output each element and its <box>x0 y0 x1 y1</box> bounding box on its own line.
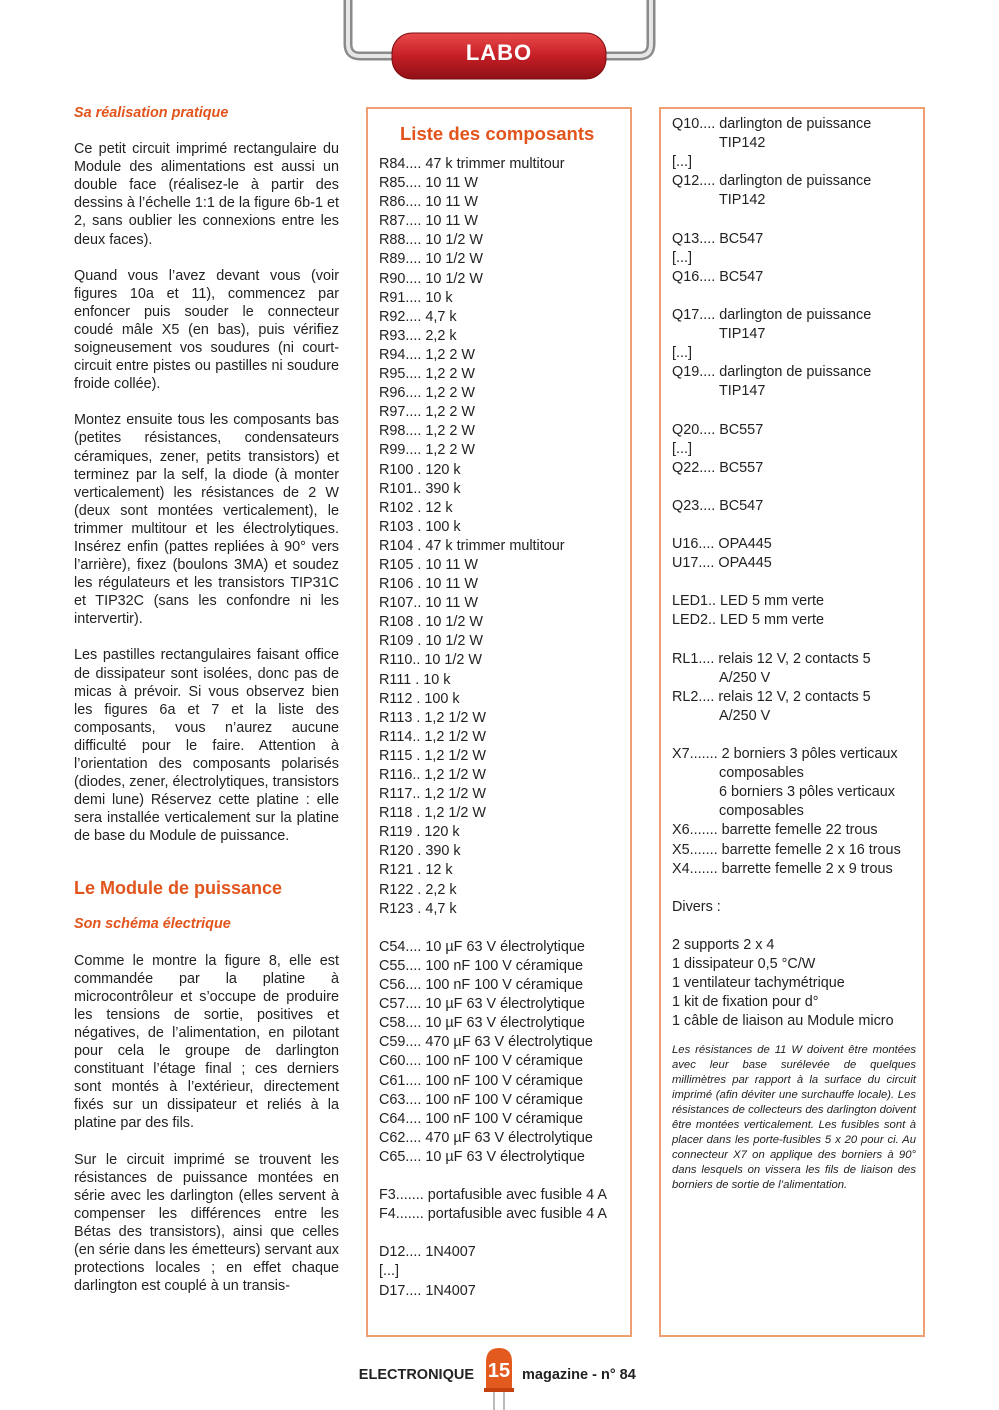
list-item: U16.... OPA445 <box>672 536 772 553</box>
list-item-continuation: TIP142 <box>719 135 766 152</box>
list-item: C59.... 470 µF 63 V électrolytique <box>379 1034 593 1051</box>
list-item: R120 . 390 k <box>379 843 461 860</box>
list-item: R98.... 1,2 2 W <box>379 423 475 440</box>
list-item: R102 . 12 k <box>379 499 453 516</box>
list-item: [...] <box>672 345 692 362</box>
list-spacer <box>672 478 901 497</box>
list-item: C57.... 10 µF 63 V électrolytique <box>379 996 585 1013</box>
list-spacer <box>672 879 901 898</box>
list-item: R117.. 1,2 1/2 W <box>379 786 486 803</box>
list-item: X5....... barrette femelle 2 x 16 trous <box>672 841 901 858</box>
list-spacer <box>672 573 901 592</box>
paragraph: Sur le circuit imprimé se trouvent les résistances de puissance montées en série avec les darlington (elles servent à compenser les différences entre les Bétas des transistors), ainsi que celles (en série dans les émetteurs) servant aux protections locales ; en effet chaque darlington est couplé à un transis- <box>74 1151 339 1295</box>
list-item: RL2.... relais 12 V, 2 contacts 5 <box>672 688 871 705</box>
list-item: R104 . 47 k trimmer multitour <box>379 537 565 554</box>
list-item: R90.... 10 1/2 W <box>379 270 483 287</box>
list-spacer <box>672 210 901 229</box>
list-item: X7....... 2 borniers 3 pôles verticaux <box>672 746 898 763</box>
magazine-issue: magazine - n° 84 <box>522 1367 636 1383</box>
subheading-realisation: Sa réalisation pratique <box>74 105 229 121</box>
list-item-continuation: A/250 V <box>719 669 771 686</box>
list-item: C58.... 10 µF 63 V électrolytique <box>379 1015 585 1032</box>
list-spacer <box>672 516 901 535</box>
list-item: Q20.... BC557 <box>672 421 764 438</box>
list-item: Q19.... darlington de puissance <box>672 364 872 381</box>
list-item: R88.... 10 1/2 W <box>379 232 483 249</box>
list-item: U17.... OPA445 <box>672 555 772 572</box>
section-heading-module-puissance: Le Module de puissance <box>74 878 283 899</box>
paragraph: Montez ensuite tous les composants bas (petites résistances, condensateurs céramiques, zener, petits transistors) et terminez par la self, la diode (à monter verticalement) les résistances de 2 W (deux sont montées verticalement), le trimmer multitour et les électrolytiques. Insérez enfin (pattes repliées à 90° vers l’arrière), fixez (boulons 3MA) et soudez les régulateurs et les transistors TIP31C et TIP32C (sans les confondre ni les intervertir). <box>74 412 339 628</box>
list-item: D12.... 1N4007 <box>379 1244 476 1261</box>
list-item: R111 . 10 k <box>379 671 451 688</box>
list-spacer <box>672 917 901 936</box>
list-item: Q23.... BC547 <box>672 497 764 514</box>
list-item: R103 . 100 k <box>379 518 461 535</box>
list-item: 1 câble de liaison au Module micro <box>672 1013 894 1030</box>
page-footer <box>0 1346 999 1410</box>
list-spacer <box>672 631 901 650</box>
list-item: X4....... barrette femelle 2 x 9 trous <box>672 860 893 877</box>
list-item: [...] <box>379 1263 399 1280</box>
list-item: LED1.. LED 5 mm verte <box>672 593 824 610</box>
list-item: [...] <box>672 249 692 266</box>
components-list-title: Liste des composants <box>400 123 595 144</box>
list-item: R121 . 12 k <box>379 862 453 879</box>
list-item: Q12.... darlington de puissance <box>672 173 872 190</box>
list-item: R109 . 10 1/2 W <box>379 633 483 650</box>
list-item: C65.... 10 µF 63 V électrolytique <box>379 1148 585 1165</box>
list-item: 2 supports 2 x 4 <box>672 937 775 954</box>
list-item: C55.... 100 nF 100 V céramique <box>379 957 583 974</box>
components-list-2 <box>672 115 901 1032</box>
list-item: R89.... 10 1/2 W <box>379 251 483 268</box>
page-header <box>0 0 999 100</box>
list-item: R86.... 10 11 W <box>379 194 478 211</box>
article-text-column <box>74 104 339 1313</box>
list-item: Q13.... BC547 <box>672 230 764 247</box>
list-item: R115 . 1,2 1/2 W <box>379 747 486 764</box>
list-item: D17.... 1N4007 <box>379 1282 476 1299</box>
paragraph: Quand vous l’avez devant vous (voir figures 10a et 11), commencez par enfoncer puis souder le connecteur coudé mâle X5 (en bas), puis vérifiez soigneusement vos soudures (ni court-circuit entre pistes ou pastilles ni soudure froide collée). <box>74 267 339 393</box>
paragraph: Ce petit circuit imprimé rectangulaire du Module des alimentations est aussi un double face (réalisez-le à partir des dessins à l’échelle 1:1 de la figure 6b-1 et 2, sans oublier les connexions entre les deux faces). <box>74 141 339 248</box>
list-spacer <box>379 919 607 938</box>
list-item: C63.... 100 nF 100 V céramique <box>379 1091 583 1108</box>
list-item-continuation: TIP147 <box>719 326 766 343</box>
list-item: Q16.... BC547 <box>672 268 764 285</box>
list-item-continuation: TIP142 <box>719 192 766 209</box>
list-item: R105 . 10 11 W <box>379 556 478 573</box>
list-item: R92.... 4,7 k <box>379 308 457 325</box>
list-item: C54.... 10 µF 63 V électrolytique <box>379 938 585 955</box>
list-item: X6....... barrette femelle 22 trous <box>672 822 878 839</box>
list-spacer <box>379 1167 607 1186</box>
list-item: R96.... 1,2 2 W <box>379 385 475 402</box>
list-item: R100 . 120 k <box>379 461 461 478</box>
list-item: R101.. 390 k <box>379 480 461 497</box>
list-item-continuation: composables <box>719 765 804 782</box>
list-item: R94.... 1,2 2 W <box>379 346 475 363</box>
list-item: R116.. 1,2 1/2 W <box>379 767 486 783</box>
list-item: R99.... 1,2 2 W <box>379 442 475 459</box>
list-item: Divers : <box>672 898 721 915</box>
magazine-name: ELECTRONIQUE <box>358 1367 474 1383</box>
list-item: [...] <box>672 440 692 457</box>
list-item: 1 dissipateur 0,5 °C/W <box>672 956 816 973</box>
list-item: C61.... 100 nF 100 V céramique <box>379 1072 583 1089</box>
list-item: F3....... portafusible avec fusible 4 A <box>379 1187 607 1204</box>
list-item: R113 . 1,2 1/2 W <box>379 709 486 726</box>
list-spacer <box>672 726 901 745</box>
list-item-continuation: 6 borniers 3 pôles verticaux <box>719 784 895 801</box>
list-item: R85.... 10 11 W <box>379 175 478 192</box>
list-item-continuation: A/250 V <box>719 707 771 724</box>
assembly-note: Les résistances de 11 W doivent être montées avec leur base surélevée de quelques millimètres par rapport à la surface du circuit imprimé (afin déviter une surchauffe locale). Les résistances de collecteurs des darlington doivent être montées verticalement. Les fusibles sont à placer dans les porte-fusibles 5 x 20 pour ci. Au connecteur X7 on applique des borniers à 90° dans lesquels on vissera les fils de liaison des borniers de sortie de l’alimentation. <box>672 1044 916 1191</box>
page-number: 15 <box>487 1360 511 1382</box>
list-item-continuation: TIP147 <box>719 383 766 400</box>
list-item: RL1.... relais 12 V, 2 contacts 5 <box>672 650 871 667</box>
list-item: R122 . 2,2 k <box>379 881 457 898</box>
list-item: F4....... portafusible avec fusible 4 A <box>379 1206 607 1223</box>
paragraph: Comme le montre la figure 8, elle est commandée par la platine à microcontrôleur et s’occupe de produire les tensions de sortie, positives et négatives, de l’alimentation, en pilotant pour cela le groupe de darlington constituant l’étage final ; ces derniers sont montés à l’extérieur, directement fixés sur un dissipateur et reliés à la platine par des fils. <box>74 952 339 1132</box>
list-item: R118 . 1,2 1/2 W <box>379 805 486 822</box>
list-item: R108 . 10 1/2 W <box>379 614 483 631</box>
list-item: C60.... 100 nF 100 V céramique <box>379 1053 583 1070</box>
list-item: C62.... 470 µF 63 V électrolytique <box>379 1129 593 1146</box>
list-item: Q17.... darlington de puissance <box>672 306 872 323</box>
list-item: R93.... 2,2 k <box>379 327 457 344</box>
list-item: R123 . 4,7 k <box>379 900 457 917</box>
list-item: Q22.... BC557 <box>672 459 764 476</box>
list-item: R97.... 1,2 2 W <box>379 404 475 421</box>
list-item: R114.. 1,2 1/2 W <box>379 728 486 745</box>
list-item: R87.... 10 11 W <box>379 213 478 230</box>
list-item: R106 . 10 11 W <box>379 576 478 593</box>
subheading-schema: Son schéma électrique <box>74 916 231 933</box>
list-item-continuation: composables <box>719 803 804 820</box>
list-item: R119 . 120 k <box>379 824 460 841</box>
list-item: R95.... 1,2 2 W <box>379 366 475 383</box>
list-item: R107.. 10 11 W <box>379 595 478 612</box>
paragraph: Les pastilles rectangulaires faisant office de dissipateur sont isolées, donc pas de micas à prévoir. Si vous observez bien les figures 6a et 7 et la liste des composants, vous n’aurez aucune difficulté pour le faire. Attention à l’orientation des composants polarisés (diodes, zener, électrolytiques, transistors demi lune) Réservez cette platine : elle sera installée verticalement sur la platine de base du Module de puissance. <box>74 647 339 845</box>
list-item: Q10.... darlington de puissance <box>672 116 872 132</box>
components-list-box-1 <box>366 107 632 1337</box>
list-item: R91.... 10 k <box>379 289 453 306</box>
list-item: 1 kit de fixation pour d° <box>672 994 819 1011</box>
list-item: C56.... 100 nF 100 V céramique <box>379 977 583 994</box>
section-label: LABO <box>465 40 533 65</box>
list-item: [...] <box>672 154 692 171</box>
list-item: C64.... 100 nF 100 V céramique <box>379 1110 583 1127</box>
list-spacer <box>672 401 901 420</box>
components-list-box-2 <box>659 107 925 1337</box>
list-item: R84.... 47 k trimmer multitour <box>379 156 565 172</box>
list-item: R110.. 10 1/2 W <box>379 652 482 669</box>
components-list-1 <box>379 155 607 1301</box>
list-item: LED2.. LED 5 mm verte <box>672 612 824 629</box>
list-item: 1 ventilateur tachymétrique <box>672 975 845 992</box>
list-spacer <box>672 287 901 306</box>
list-spacer <box>379 1224 607 1243</box>
list-item: R112 . 100 k <box>379 690 460 707</box>
